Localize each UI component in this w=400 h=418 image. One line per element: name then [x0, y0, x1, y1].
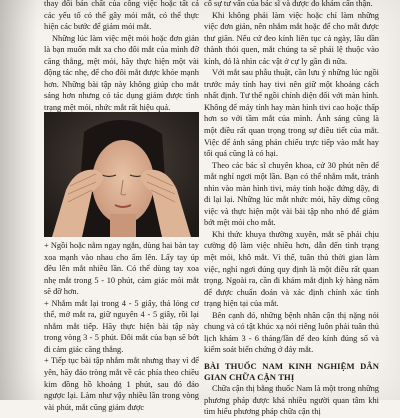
- paragraph: Với mắt sau phẫu thuật, cần lưu ý những lúc ngồi trước máy tính hay tivi nên giữ một khoảng cách nhất định. Tư thế ngồi chính diện đối với màn hình. Không để máy tính hay màn hình tivi cao hoặc thấp hơn so với tầm mắt của mình. Ánh sáng cũng là một điều rất quan trọng trong sự điều tiết của mắt. Việc để ánh sáng phản chiếu trực tiếp vào mắt hay tối quá cũng là có hại.: [204, 68, 379, 159]
- paragraph: Khi không phải làm việc hoặc chỉ làm những việc đơn giản, nên nhắm mắt hoặc để cho mắt được thư giãn. Nếu cứ đeo kính liên tục cả ngày, lâu dần thành thói quen, mắt chúng ta sẽ phải lệ thuộc vào kính, đó là nhìn các vật ở cự ly gần đi nữa.: [204, 10, 379, 66]
- paragraph: cố sự tư vấn của bác sĩ và được đo khám cẩn thận.: [204, 0, 373, 8]
- photo-illustration: [44, 112, 199, 237]
- section-heading: BÀI THUỐC NAM KINH NGHIỆM DÂN GIAN CHỮA CẬN THỊ: [204, 360, 379, 383]
- exercise-step: + Nhắm mắt lại trong 4 - 5 giây, thả lỏng cơ thể, mở mắt ra, giữ nguyên 4 - 5 giây, rồi lại nhắm mắt tiếp. Hãy thực hiện bài tập này trong vòng 3 - 5 phút. Đôi mắt của bạn sẽ bớt đi cảm giác căng thẳng.: [44, 298, 199, 354]
- left-column-top: [44, 0, 199, 113]
- page-binding-shadow: [0, 0, 38, 400]
- paragraph: Bên cạnh đó, những bệnh nhân cận thị nặng nói chung và có tật khúc xạ nói riêng luôn phải tuân thủ lịch khám 3 - 6 tháng/lần để đeo kính đúng số và kiểm soát biến chứng ở đáy mắt.: [204, 310, 379, 355]
- paragraph: Chữa cận thị bằng thuốc Nam là một trong những phương pháp được khá nhiều người quan tâm khi tìm hiểu phương pháp chữa cận thị: [204, 384, 379, 417]
- woman-massaging-eyes-photo: [44, 112, 199, 237]
- left-column-bottom: [44, 240, 199, 413]
- right-column: [204, 0, 379, 418]
- exercise-step: + Ngồi hoặc nằm ngay ngắn, dùng hai bàn tay xoa mạnh vào nhau cho ấm lên. Lấy tay úp đều lên mắt nhiều lần. Có thể dùng tay xoa nhẹ mắt trong 5 - 10 phút, cảm giác mỏi mắt sẽ đỡ hơn.: [44, 241, 199, 297]
- paragraph: thay đổi bản chất của công việc hoặc tất cả các yếu tố có thể gây mỏi mắt, có thể thực hiện các bước để giảm mỏi mắt.: [44, 0, 199, 32]
- paragraph: Những lúc làm việc mệt mỏi hoặc đơn giản là bạn muốn mắt xa cho đôi mắt của mình đỡ căng thẳng, mệt mỏi, hãy thực hiện một vài động tác nhẹ, để cho đôi mắt được khỏe mạnh hơn. Những bài tập này không giúp cho mắt sáng hơn nhưng có tác dụng giảm được tình trạng mệt mỏi, nhức mắt rất hiệu quả.: [44, 33, 199, 112]
- exercise-step: + Tiếp tục bài tập nhắm mắt nhưng thay vì để yên, hãy đảo tròng mắt về các phía theo chiều kim đồng hồ khoảng 1 phút, sau đó đảo ngược lại. Làm như vậy nhiều lần trong vòng vài phút, mắt cũng giảm được: [44, 356, 199, 412]
- paragraph: Khi thức khuya thường xuyên, mắt sẽ phải chịu cường độ làm việc nhiều hơn, dẫn đến tình trạng mệt mỏi, khô mắt. Vì thế, tuân thủ thời gian làm việc, nghỉ ngơi đúng quy định là một điều rất quan trọng. Ngoài ra, cần đi khám mắt định kỳ hàng năm để được chuẩn đoán và xác định chính xác tình trạng hiện tại của mắt.: [204, 229, 379, 309]
- paragraph: Theo các bác sĩ chuyên khoa, cứ 30 phút nên để mắt nghỉ ngơi một lần. Bạn có thể nhắm mắt, tránh nhìn vào màn hình tivi, máy tính hoặc đứng dậy, đi đi lại lại. Những lúc mắt nhức mỏi, hãy dừng công việc và thực hiện một vài bài tập nho nhỏ để giảm bớt mệt mỏi cho mắt.: [204, 160, 379, 228]
